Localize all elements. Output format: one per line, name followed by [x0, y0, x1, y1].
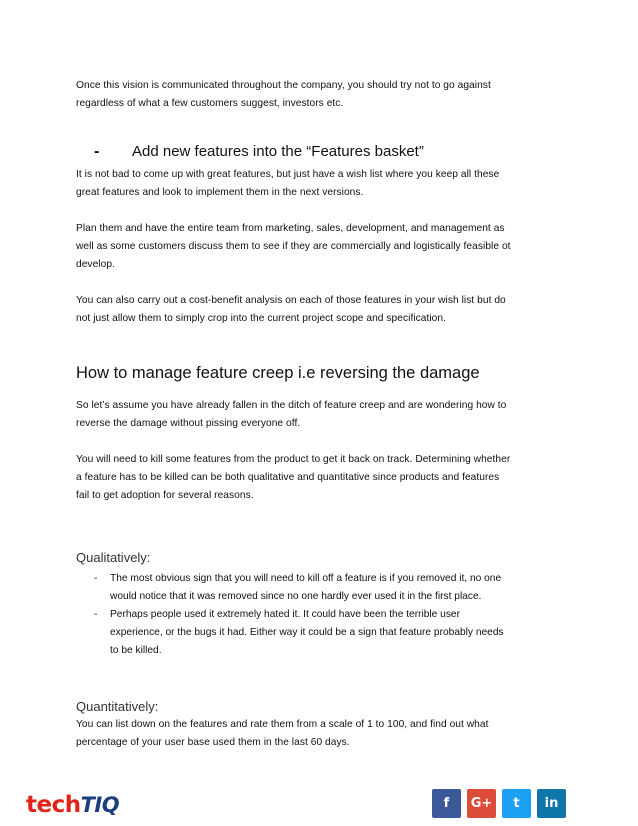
logo-part-tiq: TIQ: [80, 793, 120, 817]
intro-line-2: regardless of what a few customers suggest, investors etc.: [76, 98, 344, 109]
twitter-label: t: [513, 796, 520, 811]
text-line: fail to get adoption for several reasons.: [76, 490, 254, 501]
manage-heading: How to manage feature creep i.e reversing the damage: [76, 364, 480, 382]
text-line: well as some customers discuss them to see if they are commercially and logistically feasible ot: [76, 241, 511, 252]
facebook-label: f: [443, 796, 450, 811]
features-paragraph-1: [76, 166, 566, 202]
features-basket-heading: [76, 142, 566, 162]
bullet-dash: -: [94, 573, 98, 584]
google-plus-label: G+: [470, 796, 493, 811]
text-line: great features and look to implement them in the next versions.: [76, 187, 364, 198]
social-links: [432, 789, 566, 818]
text-line: You can also carry out a cost-benefit analysis on each of those features in your wish list but do: [76, 295, 506, 306]
linkedin-label: in: [544, 796, 559, 811]
qualitative-list: [76, 570, 566, 660]
document-content: [76, 77, 566, 752]
text-line: develop.: [76, 259, 115, 270]
techtiq-logo: [26, 788, 136, 822]
text-line: You will need to kill some features from the product to get it back on track. Determining whether: [76, 454, 511, 465]
text-line: a feature has to be killed can be both qualitative and quantitative since products and features: [76, 472, 500, 483]
linkedin-icon[interactable]: [537, 789, 566, 818]
bullet-dash: -: [94, 609, 98, 620]
features-paragraph-2: [76, 220, 566, 274]
google-plus-icon[interactable]: [467, 789, 496, 818]
list-item-text: [110, 606, 566, 660]
heading-dash: -: [94, 143, 100, 160]
intro-line-1: Once this vision is communicated throughout the company, you should try not to go against: [76, 80, 491, 91]
text-line: experience, or the bugs it had. Either way it could be a sign that feature probably needs: [110, 627, 504, 638]
intro-paragraph: [76, 77, 566, 113]
text-line: would notice that it was removed since no one hardly ever used it in the first place.: [110, 591, 482, 602]
qualitatively-heading: Qualitatively:: [76, 550, 151, 565]
text-line: You can list down on the features and rate them from a scale of 1 to 100, and find out what: [76, 719, 489, 730]
features-paragraph-3: [76, 292, 566, 328]
manage-paragraph-2: [76, 451, 566, 505]
text-line: reverse the damage without pissing everyone off.: [76, 418, 301, 429]
list-item-text: [110, 570, 566, 606]
text-line: The most obvious sign that you will need to kill off a feature is if you removed it, no one: [110, 573, 502, 584]
text-line: to be killed.: [110, 645, 162, 656]
text-line: Plan them and have the entire team from marketing, sales, development, and management as: [76, 223, 505, 234]
text-line: not just allow them to simply crop into the current project scope and specification.: [76, 313, 446, 324]
text-line: percentage of your user base used them in the last 60 days.: [76, 737, 350, 748]
logo-part-tech: tech: [26, 792, 81, 818]
manage-paragraph-1: [76, 397, 566, 433]
text-line: It is not bad to come up with great features, but just have a wish list where you keep all these: [76, 169, 500, 180]
twitter-icon[interactable]: [502, 789, 531, 818]
features-basket-heading-text: Add new features into the “Features basket”: [132, 143, 424, 160]
facebook-icon[interactable]: [432, 789, 461, 818]
text-line: So let’s assume you have already fallen in the ditch of feature creep and are wondering how to: [76, 400, 507, 411]
list-item: [76, 606, 566, 660]
list-item: [76, 570, 566, 606]
quantitatively-heading: Quantitatively:: [76, 699, 159, 714]
quantitatively-paragraph: [76, 716, 566, 752]
text-line: Perhaps people used it extremely hated it. It could have been the terrible user: [110, 609, 460, 620]
